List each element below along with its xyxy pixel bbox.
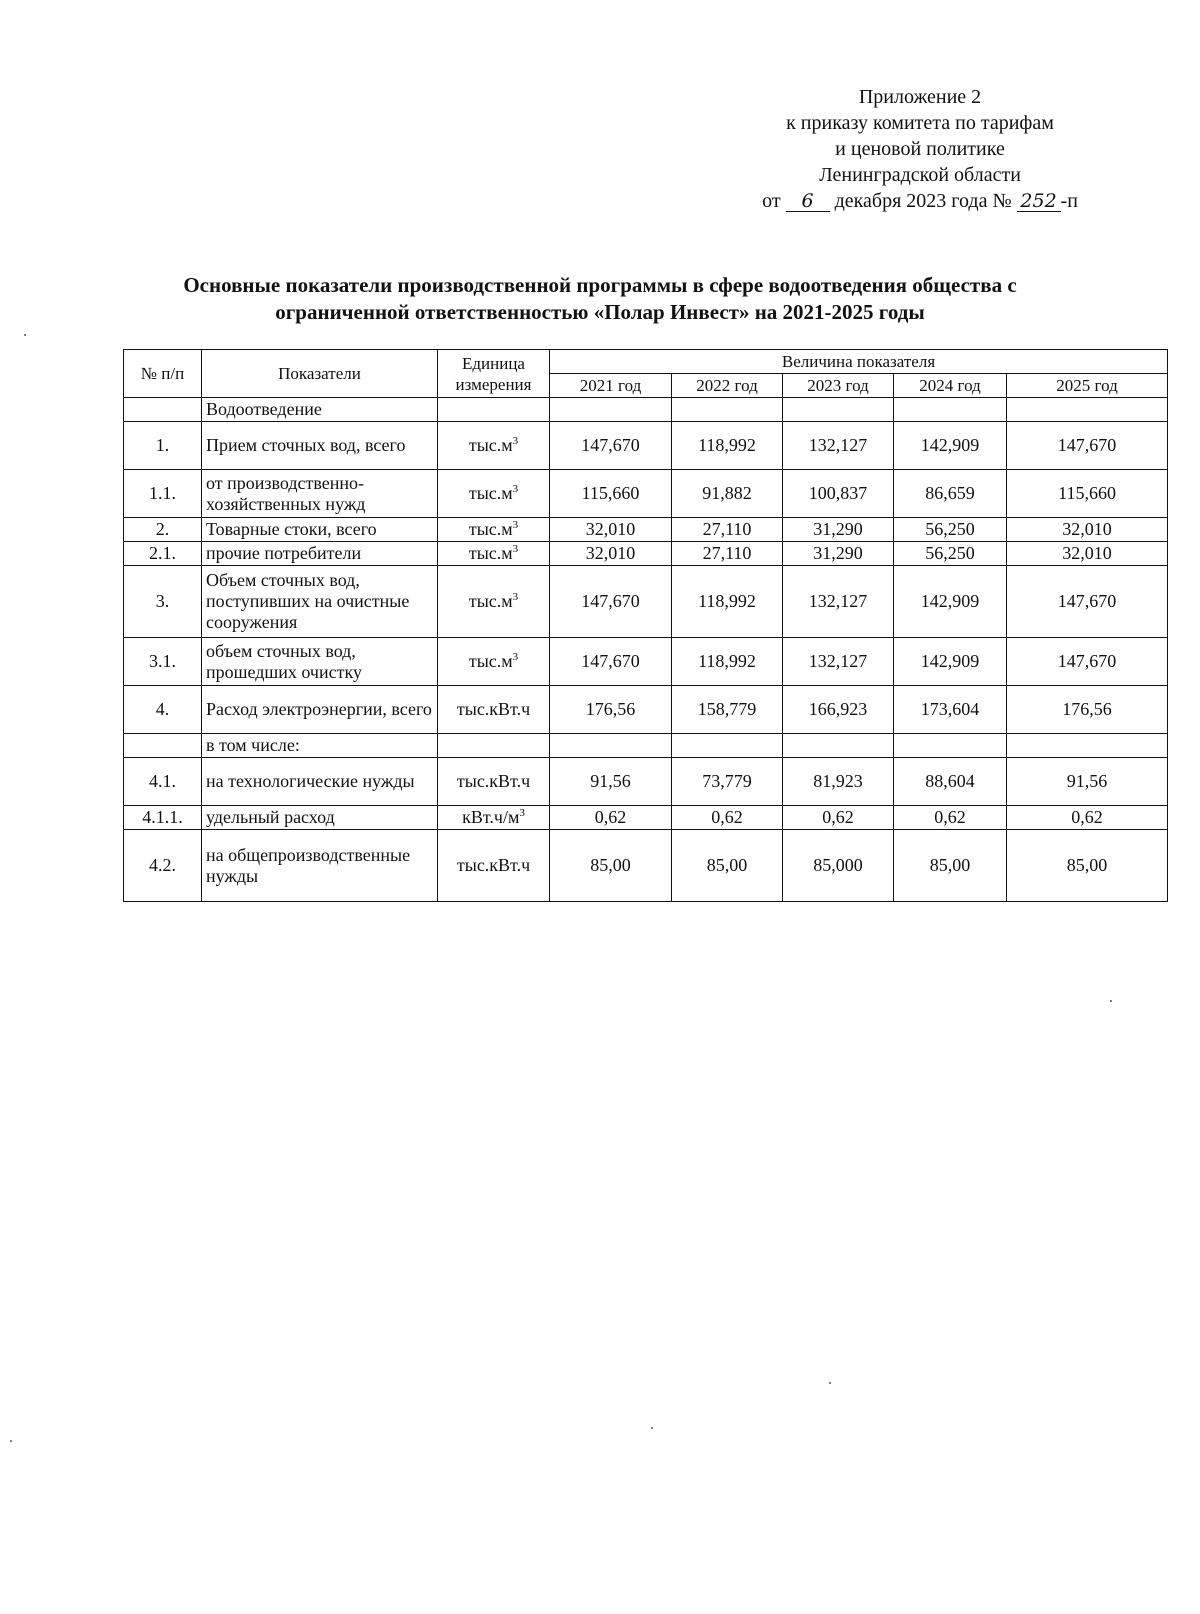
row-value: 132,127 bbox=[783, 422, 894, 470]
row-value bbox=[1007, 734, 1168, 758]
row-value: 27,110 bbox=[672, 542, 783, 566]
unit-text: тыс.м bbox=[468, 543, 513, 563]
row-indicator-name: Водоотведение bbox=[202, 398, 438, 422]
appendix-line: Ленинградской области bbox=[819, 164, 1021, 186]
row-value: 85,000 bbox=[783, 830, 894, 902]
row-value: 115,660 bbox=[1007, 470, 1168, 518]
row-indicator-name: удельный расход bbox=[202, 806, 438, 830]
table-row bbox=[124, 758, 1168, 806]
row-value: 88,604 bbox=[894, 758, 1007, 806]
row-value: 31,290 bbox=[783, 518, 894, 542]
row-indicator-name: Расход электроэнергии, всего bbox=[202, 686, 438, 734]
row-value: 0,62 bbox=[783, 806, 894, 830]
date-middle: декабря 2023 года № bbox=[834, 190, 1012, 212]
appendix-header bbox=[700, 84, 1140, 214]
document-title bbox=[100, 272, 1100, 326]
handwritten-day: 6 bbox=[786, 191, 830, 212]
row-value: 118,992 bbox=[672, 566, 783, 638]
row-unit bbox=[438, 734, 550, 758]
row-value: 85,00 bbox=[894, 830, 1007, 902]
row-value: 32,010 bbox=[1007, 518, 1168, 542]
row-value: 142,909 bbox=[894, 638, 1007, 686]
row-unit bbox=[438, 566, 550, 638]
header-year: 2024 год bbox=[894, 374, 1007, 398]
row-value bbox=[550, 398, 672, 422]
row-value: 118,992 bbox=[672, 638, 783, 686]
order-date-line bbox=[700, 188, 1140, 214]
unit-superscript: 3 bbox=[512, 435, 519, 447]
header-year: 2023 год bbox=[783, 374, 894, 398]
row-value: 0,62 bbox=[550, 806, 672, 830]
table-row bbox=[124, 470, 1168, 518]
row-number: 1. bbox=[124, 422, 202, 470]
unit-superscript: 3 bbox=[519, 807, 525, 819]
row-value: 142,909 bbox=[894, 422, 1007, 470]
table-row bbox=[124, 638, 1168, 686]
row-value: 100,837 bbox=[783, 470, 894, 518]
header-year: 2022 год bbox=[672, 374, 783, 398]
row-value: 85,00 bbox=[550, 830, 672, 902]
row-value: 56,250 bbox=[894, 542, 1007, 566]
row-value bbox=[783, 734, 894, 758]
row-indicator-name: в том числе: bbox=[202, 734, 438, 758]
appendix-line: и ценовой политике bbox=[835, 138, 1005, 160]
row-value: 147,670 bbox=[1007, 566, 1168, 638]
table-row bbox=[124, 830, 1168, 902]
row-value: 147,670 bbox=[550, 638, 672, 686]
row-value: 147,670 bbox=[1007, 638, 1168, 686]
row-value: 32,010 bbox=[1007, 542, 1168, 566]
date-prefix: от bbox=[762, 190, 781, 212]
row-indicator-name: от производственно-хозяйственных нужд bbox=[202, 470, 438, 518]
table-row bbox=[124, 398, 1168, 422]
row-value: 0,62 bbox=[894, 806, 1007, 830]
row-value bbox=[672, 398, 783, 422]
unit-text: тыс.кВт.ч bbox=[456, 855, 531, 875]
row-number: 1.1. bbox=[124, 470, 202, 518]
row-value: 91,56 bbox=[1007, 758, 1168, 806]
row-indicator-name: объем сточных вод, прошедших очистку bbox=[202, 638, 438, 686]
unit-superscript: 3 bbox=[512, 519, 519, 531]
indicators-table bbox=[123, 349, 1168, 902]
row-indicator-name: Объем сточных вод, поступивших на очистные сооружения bbox=[202, 566, 438, 638]
scan-speck bbox=[1110, 1000, 1112, 1002]
row-value: 56,250 bbox=[894, 518, 1007, 542]
row-value bbox=[550, 734, 672, 758]
header-unit: Единица измерения bbox=[438, 350, 550, 398]
row-value: 147,670 bbox=[1007, 422, 1168, 470]
row-number bbox=[124, 398, 202, 422]
unit-text: тыс.м bbox=[468, 435, 513, 455]
row-value: 132,127 bbox=[783, 566, 894, 638]
row-indicator-name: Товарные стоки, всего bbox=[202, 518, 438, 542]
unit-text: кВт.ч/м bbox=[462, 807, 520, 827]
date-suffix: -п bbox=[1060, 190, 1078, 212]
row-indicator-name: прочие потребители bbox=[202, 542, 438, 566]
row-indicator-name: на технологические нужды bbox=[202, 758, 438, 806]
scan-speck bbox=[24, 334, 26, 336]
row-value: 158,779 bbox=[672, 686, 783, 734]
appendix-line: Приложение 2 bbox=[858, 86, 982, 108]
row-value: 86,659 bbox=[894, 470, 1007, 518]
unit-text: тыс.м bbox=[468, 651, 513, 671]
row-number: 4.1. bbox=[124, 758, 202, 806]
row-value bbox=[1007, 398, 1168, 422]
header-value-group: Величина показателя bbox=[550, 350, 1168, 374]
row-indicator-name: Прием сточных вод, всего bbox=[202, 422, 438, 470]
row-number: 2.1. bbox=[124, 542, 202, 566]
table-body bbox=[124, 398, 1168, 902]
row-unit bbox=[438, 542, 550, 566]
row-value: 91,882 bbox=[672, 470, 783, 518]
row-value: 132,127 bbox=[783, 638, 894, 686]
row-value: 176,56 bbox=[550, 686, 672, 734]
row-value: 91,56 bbox=[550, 758, 672, 806]
header-num: № п/п bbox=[124, 350, 202, 398]
row-value: 85,00 bbox=[1007, 830, 1168, 902]
row-unit bbox=[438, 686, 550, 734]
row-unit bbox=[438, 758, 550, 806]
row-value: 73,779 bbox=[672, 758, 783, 806]
row-unit bbox=[438, 830, 550, 902]
row-value: 32,010 bbox=[550, 542, 672, 566]
unit-superscript: 3 bbox=[512, 591, 519, 603]
row-number: 4.1.1. bbox=[124, 806, 202, 830]
row-indicator-name: на общепроизводственные нужды bbox=[202, 830, 438, 902]
row-value: 147,670 bbox=[550, 566, 672, 638]
row-value: 32,010 bbox=[550, 518, 672, 542]
handwritten-order-number: 252 bbox=[1017, 191, 1061, 212]
row-value: 173,604 bbox=[894, 686, 1007, 734]
title-line: Основные показатели производственной программы в сфере водоотведения общества с bbox=[183, 273, 1017, 297]
unit-text: тыс.м bbox=[468, 483, 513, 503]
appendix-line: к приказу комитета по тарифам bbox=[786, 112, 1054, 134]
row-number: 3.1. bbox=[124, 638, 202, 686]
row-unit bbox=[438, 518, 550, 542]
row-value: 85,00 bbox=[672, 830, 783, 902]
row-unit bbox=[438, 398, 550, 422]
row-number: 4.2. bbox=[124, 830, 202, 902]
unit-text: тыс.кВт.ч bbox=[456, 771, 531, 791]
row-value bbox=[672, 734, 783, 758]
header-indicator: Показатели bbox=[202, 350, 438, 398]
table-row bbox=[124, 518, 1168, 542]
row-value: 115,660 bbox=[550, 470, 672, 518]
row-value: 166,923 bbox=[783, 686, 894, 734]
row-value bbox=[894, 734, 1007, 758]
table-row bbox=[124, 566, 1168, 638]
row-value bbox=[894, 398, 1007, 422]
row-value: 31,290 bbox=[783, 542, 894, 566]
row-value: 118,992 bbox=[672, 422, 783, 470]
header-year: 2021 год bbox=[550, 374, 672, 398]
row-unit bbox=[438, 638, 550, 686]
table-row bbox=[124, 422, 1168, 470]
table-row bbox=[124, 806, 1168, 830]
header-year: 2025 год bbox=[1007, 374, 1168, 398]
scan-speck bbox=[651, 1427, 653, 1429]
title-line: ограниченной ответственностью «Полар Инвест» на 2021-2025 годы bbox=[275, 300, 925, 324]
row-value: 0,62 bbox=[1007, 806, 1168, 830]
table-row bbox=[124, 542, 1168, 566]
table-row bbox=[124, 686, 1168, 734]
unit-text: тыс.м bbox=[468, 591, 513, 611]
unit-superscript: 3 bbox=[512, 543, 519, 555]
row-number: 4. bbox=[124, 686, 202, 734]
row-unit bbox=[438, 806, 550, 830]
row-unit bbox=[438, 470, 550, 518]
row-number: 3. bbox=[124, 566, 202, 638]
unit-text: тыс.кВт.ч bbox=[456, 699, 531, 719]
row-value: 147,670 bbox=[550, 422, 672, 470]
table-row bbox=[124, 734, 1168, 758]
row-value bbox=[783, 398, 894, 422]
scan-speck bbox=[10, 1440, 12, 1442]
row-value: 27,110 bbox=[672, 518, 783, 542]
unit-superscript: 3 bbox=[512, 651, 519, 663]
row-value: 176,56 bbox=[1007, 686, 1168, 734]
unit-text: тыс.м bbox=[468, 519, 513, 539]
row-number bbox=[124, 734, 202, 758]
row-number: 2. bbox=[124, 518, 202, 542]
row-value: 0,62 bbox=[672, 806, 783, 830]
row-value: 81,923 bbox=[783, 758, 894, 806]
row-value: 142,909 bbox=[894, 566, 1007, 638]
scan-speck bbox=[829, 1382, 831, 1384]
unit-superscript: 3 bbox=[512, 483, 519, 495]
row-unit bbox=[438, 422, 550, 470]
